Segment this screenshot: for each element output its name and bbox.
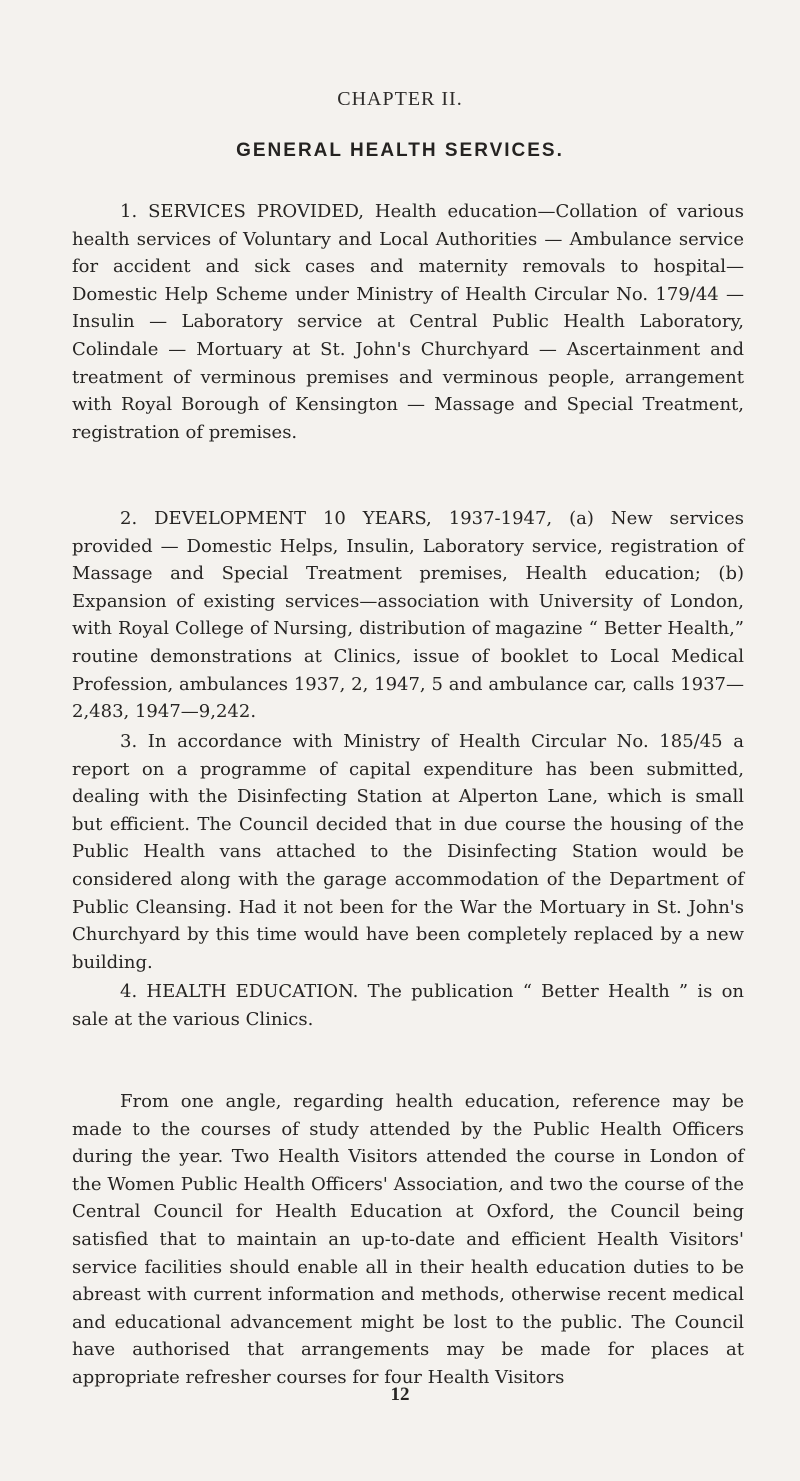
- paragraph-courses: From one angle, regarding health education, reference may be made to the courses of study attended by the Public Health Officers during the year. Two Health Visitors attended the course in London of the Women Public Health Officers' Association, and two the course of the Central Council for Health Education at Oxford, the Council being satisfied that to maintain an up-to-date and efficient Health Visitors' service facilities should enable all in their health education duties to be abreast with current information and methods, otherwise recent medical and educational advancement might be lost to the public. The Council have authorised that arrangements may be made for places at appropriate refresher courses for four Health Visitors: [72, 1091, 744, 1388]
- paragraph-development: 2. DEVELOPMENT 10 YEARS, 1937-1947, (a) New services provided — Domestic Helps, Insulin, Laboratory service, registration of Massage and Special Treatment premises, Health education; (b) Expansion of existing services—association with University of London, with Royal College of Nursing, distribution of magazine “ Better Health,” routine demonstrations at Clinics, issue of booklet to Local Medical Profession, ambulances 1937, 2, 1947, 5 and ambulance car, calls 1937—2,483, 1947—9,242.: [72, 508, 744, 723]
- chapter-heading: CHAPTER II.: [337, 88, 463, 110]
- paragraph-disinfecting-station: 3. In accordance with Ministry of Health Circular No. 185/45 a report on a programme of capital expenditure has been submitted, dealing with the Disinfecting Station at Alperton Lane, which is small but efficient. The Council decided that in due course the housing of the Public Health vans attached to the Disinfecting Station would be considered along with the garage accommodation of the Department of Public Cleansing. Had it not been for the War the Mortuary in St. John's Churchyard by this time would have been completely replaced by a new building.: [72, 731, 744, 973]
- section-title: GENERAL HEALTH SERVICES.: [236, 140, 564, 161]
- paragraph-health-education: 4. HEALTH EDUCATION. The publication “ Better Health ” is on sale at the various Clinics.: [72, 981, 744, 1030]
- paragraph-services-provided: 1. SERVICES PROVIDED, Health education—Collation of various health services of Voluntary and Local Authorities — Ambulance service for accident and sick cases and maternity removals to hospital—Domestic Help Scheme under Ministry of Health Circular No. 179/44 — Insulin — Laboratory service at Central Public Health Laboratory, Colindale — Mortuary at St. John's Churchyard — Ascertainment and treatment of verminous premises and verminous people, arrangement with Royal Borough of Kensington — Massage and Special Treatment, registration of premises.: [72, 201, 744, 443]
- page-number: 12: [390, 1384, 410, 1405]
